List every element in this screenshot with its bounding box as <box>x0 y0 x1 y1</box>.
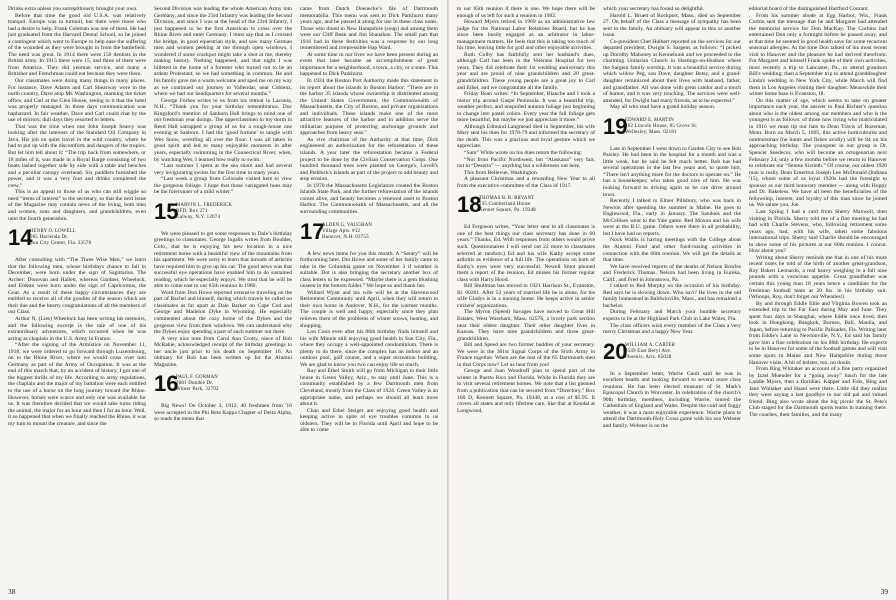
paragraph: Arthur N. (Lies) Wheelock has been writing his memoirs, and the following excerpt is the tale of one of his extraordinary adventures, which occurred when he was acting as chaplain in the U.S. Army in France. <box>8 315 146 342</box>
class-year-number: 19 <box>603 113 628 139</box>
paragraph: Ray and Ethel Smith will go from Michigan to their little house in Green Valley, Ariz., to stay until June. This is a community established by a few Dartmouth men from Cleveland, mostly from the Class of 1924. Green Valley is an appropriate name, and perhaps we should all learn more about it. <box>300 368 438 408</box>
right-page <box>449 0 896 600</box>
paragraph: Nock Wallis is having meetings with the College about the Alumni Fund and other fund-raising activities in connection with the 60th reunion. We will get the details at that time. <box>603 237 741 264</box>
paragraph: Bill Shullman has moved to 1921 Harrison St., Evanston, Ill. 60201. After 53 years of married life he is alone, for his wife Gladys is in a nursing home. He keeps active in senior citizens' organizations. <box>457 283 595 309</box>
address-line: Kennet Square, Pa. 19348 <box>479 208 536 214</box>
right-column-3 <box>749 6 887 578</box>
secretary-name: WILLIAM A. CARTER <box>625 342 676 348</box>
paragraph: “Last summer I spent at the sea shore and had several very invigorating swims for the first time in many years. <box>154 163 292 176</box>
paragraph: “Not from Pacific Northwest, but “Alaskana” very fair, not in “Deserto” — anything but a wilderness out here. <box>457 156 595 170</box>
class-entry-heading <box>457 194 595 220</box>
secretary-address <box>30 229 91 247</box>
address-line: Wellesley, Mass. 02181 <box>625 129 677 135</box>
paragraph: Writing about Sherry reminds me that in one of his more recent notes he told of the birth of another great-grandson, Roy Bakett Leonardo, a real heavy weighing in a full nine pounds with a voracious appetite. Great grandfather was certain this young man 18 years hence a candidate for the freshman football team at 20 lbs. in his birthday suit. (Whoops, Roy, don't forget our Wheaties!) <box>749 254 887 301</box>
paragraph: The Myron (Speed) Savages have moved to Great Hill Estates, West Wareham, Mass. 02576, a lovely park section near their oldest daughter. Their other daughter lives in Kansas. They have nine grandchildren and three great-grandchildren. <box>457 309 595 342</box>
paragraph: Drinks extra unless you surreptitiously brought your own. <box>8 6 138 12</box>
address-line: Hanover, N.H. 03755 <box>322 234 369 240</box>
secretary-address <box>176 203 232 221</box>
paragraph: Co-president Chet Hulbert reported on the services for our departed president, Dwight S. Sargent, as follows: “I picked up Dorothy Mahoney at Kennebunk and we proceeded to the charming Unitarian Church in Hastings-on-Hudson where the Sargent family worship. It was a beautiful service during which widow Peg, son Dave, daughter Betsy, and a grand-daughter reminisced about their lives with husband, father, and grandfather. All was done with great candor and a touch of humor, and it was very touching. The services were well-attended, for Dwight had many friends, as to be expected.” <box>603 38 741 104</box>
paragraph: Recently I talked to Elmer Pillsbury, who was back in Newton after spending the summer in Maine. He goes to Englewood, Fla., early in January. The Sandoes and the McCellises went to the Yale game. Red Moxon and his wife were at the B.U. game. Others were there in all probability, but I have had no reports. <box>603 198 741 237</box>
secretary-name: MARVIN L. FREDERICK <box>176 202 233 208</box>
paragraph: A pleasant Christmas and a rewarding New Year to all from the executive committee of the Class of 1917. <box>457 176 595 189</box>
paragraph: Ruth Colby has faithfully sent her husband's dues, although Carl has been in the Veterans Hospital for two years. They did celebrate their 1st wedding anniversary this year and are proud of nine grandchildren and 20 great-grandchildren. These young people are a great joy to Carl and Ethel, and we congratulate all the family. <box>457 51 595 91</box>
paragraph: After consulting with “The Three Wise Men,” we learn that the following men, whose birthdays chance to fall in December, were born under the sign of Sagittarius. The Archer: Donovan and Hallett, whereas Gardner, Wheelock, and Eldean were born under the sign of Capricornus, the Goat. As a result of these happy circumstances they are entitled to receive all of the goodies of the season which are their due and the hearty congratulations of all the members of our Class. <box>8 257 146 316</box>
address-line: 402 Lincoln House, 85 Grove St. <box>625 123 698 129</box>
paragraph: Last Spring I had a card from Sherry Maxwell, then visiting in Florida. Sherry told me of a fine meeting he had had with Charlie Stevens, who, following retirement some years ago, had, with his wife, taken some fabulous international trips. Sherry said Charlie should be encouraged to show some of his pictures at our 60th reunion. I concur. How about you? <box>749 208 887 255</box>
paragraph: Before that time the good old U.S.A. was relatively tranquil. Europe was in turmoil, but there were those who had a desire to help. Frank Coleman was one of them. He had just graduated from the Harvard Dental School, so he joined a contingent which went to Europe to help ease the suffering of the wounded as they were brought in from the battlefield. The need was great. In 1914 there were 150 dentists in the British army. In 1915 there were 15, and three of them were from America. They did yeoman service, and many a Britisher and Frenchman could eat because they were there. <box>8 12 146 78</box>
secretary-name: PAUL F. GORMAN <box>176 375 218 381</box>
paragraph: May all who read have a grand holiday season. <box>610 104 716 111</box>
paragraph: Howard Myers retired in 1969 as an administrative law judge for the National Labor Relations Board, but he has since been busily engaged as an arbitrator in labor-management matters. He feels that this is taking too much of his time, leaving little for golf and other enjoyable activities. <box>457 19 595 52</box>
paragraph: At some time in our lives we have been present during an event that later became an accomplishment of great importance for a neighborhood, a town, a city, or a state. This happened to Dick Parkhurst. <box>300 51 438 78</box>
paragraph: From Bing Whitaker an account of a fine party organized by Izzel Muender for a “going away” lunch for the late Laddie Myers, then a floridian. Kapper and Fido, Bing and Jane Whitaker and Hazel were there. Little did they realize they were saying a last goodbye to our old pal and valued friend. Bing also wrote about the big picnic the St. Pete's Club staged for the Dartmouth sports teams in training there. The coaches, their families, and the many <box>749 366 887 418</box>
paragraph: During February and March your humble secretary expects to be at the Highland Park Club in Lake Wales, Fla. <box>603 309 741 322</box>
paragraph: “Sam” White wrote on his dues return the following: <box>464 150 583 157</box>
paragraph: This from Bellevue, Washington. <box>464 169 539 176</box>
address-line: Galway, N.Y. 12074 <box>176 214 221 220</box>
paragraph: Our classmates were doing many things in many places. For instance, Dave Adams and Carl Shearway were in the north country, Dave atop Mt. Washington, manning the ticket office, and Carl at the Glen House, seeing to it that the hotel was properly managed. In those days communication was haphazard. In fair weather, Dave and Carl could chat by the use of mirrors; dull days they resorted to letters. <box>8 78 146 124</box>
class-year-number: 16 <box>154 371 179 397</box>
class-year-number: 15 <box>154 198 179 224</box>
address-line: RFD, Box 271 <box>176 208 208 214</box>
paragraph: Chan and Ethel Steiger are enjoying good health and keeping active in spite of eye troubles common to us oldsters. They will be in Florida until April and hope to be able to come <box>300 407 438 434</box>
class-entry-heading <box>300 218 438 247</box>
address-line: Phoenix, Ariz. 85028 <box>625 354 672 360</box>
paragraph: Ed Ferguson writes, “Your letter sent to all classmates is one of the best things our class secretary has done in 60 years.” Thanks, Ed. With responses from others would prove such. Questionnaires I will send out 22 more to classmates selected at random.) Ed and his wife Kathy accept some arthritis as evidence of a full life. The operations on both of Kathy's eyes were very successful. Newell Smot phoned them a report of the reunion. Ed misses his former regular class with Harry Hood. <box>457 224 595 283</box>
left-column-1 <box>8 6 146 578</box>
secretary-name: HENRY O. LOWELL <box>30 229 76 235</box>
paragraph: From his summer abode at Egg Harbor, Wis., Frank Corbin sent the message that he and Margaret had attended the memorial service for Don MacKay. The Corbins had entertained Don only a fortnight before he passed away, and at that time he seemed in good health save for some recurrent seasonal allergies. At the time Don talked of his most recent visit to Hanover and the pleasure he had derived therefrom. For Margaret and himself Frank spoke of their own activities, most recently a trip to Lancaster, Pa., to attend grandson Bill's wedding; then a September trip to attend granddaughter Linda's wedding in New York City, while March will find them in Los Angeles visiting their daughter. Meanwhile their winter home base is Evanston, Ill. <box>749 12 887 98</box>
address-line: Winter Park, 32792 <box>176 387 219 393</box>
class-year-number: 20 <box>603 338 628 364</box>
paragraph: This is an appeal to those of us who can still wiggle so need “items of interest” to the secretary, so that the next issue of the Magazine may contain news of the living, both men and women, sons and daughters, and grandchildren, even unto the fourth generation. <box>8 189 146 222</box>
page-number: 39 <box>880 587 888 596</box>
paragraph: That was the time when one John Joseph Searcy was looking after the interests of the Standard Oil Company in Java. His job on quiet travel in the wild country, where he had to put up with the discomforts and dangers of the tropics. But let him tell about it: “The trip back from somewhere, or 18 miles of it, was made in a Royal Barge consisting of two boats lashed together side by side with a table and benches and a peculiar canopy overhead. Six paddlers furnished the power, and it was a very foot and drinks completed the crew.” <box>8 123 146 189</box>
right-column-2 <box>603 6 741 578</box>
paragraph: In a September letter, Warrie Gault said he was in excellent health and looking forward to several more class reunions. He has been elected treasurer of St. Mark's Episcopal Church in Worcester. In celebration of the church's 90th birthday, members, including Warrie, toured the Cathedrals of England and Wales. Despite the cold and foggy weather, it was a most enjoyable experience. Warrie plans to attend the Dartmouth-Holy Cross game with his son Webster and family. Webster is on the <box>603 370 741 429</box>
class-entry-heading <box>603 338 741 367</box>
paragraph: In 1970 the Massachusetts Legislature created the Boston Islands State Park, and the further reforestation of the islands comes alive, and beauty becomes a renewed asset to Boston Harbor. The Commonwealth of Massachusetts, and all the surrounding communities. <box>300 182 438 215</box>
paragraph: In 1924 the Boston Port Authority made this statement in its report about the islands in Boston Harbor: “There are in the harbor 35 islands whose ownership is distributed among the United States Government, the Commonwealth of Massachusetts, the City of Boston, and private organizations and individuals. These islands make one of the most attractive features of the harbor and in addition serve the utilitarian purpose of protecting anchorage grounds and approaches from heavy seas.” <box>300 78 438 137</box>
paragraph: Willard Wyatt and his wife will be at the Havenwood Retirement Community until April, when they will return to their own home in Andover, N.H., for the warmer months. The couple is well and happy, especially since they plan relieves them of the problems of winter snows, heating, and shopping. <box>300 289 438 329</box>
paragraph: Late in September I went down to Garden City to see Bob Paisley. He had been in the hospital for a month and was a little weak, but he said he felt much better. Bob has had several operations in the last few years and, to quote him, “There isn't anything more for the doctors to operate on.” He has a housekeeper, who takes good care of him. He was looking forward to driving again so he can drive around town. <box>603 145 741 198</box>
class-entry-heading <box>603 113 741 142</box>
address-line: 905 Hacienda Dr. <box>30 235 69 241</box>
paragraph: A few news items for you this month. A “Sentry” will be forthcoming later. Dot Howe and some of her family came to take in the Columbia game on November 3 if weather is suitable. Dot is also bringing the secretary another box of class letters to be expressed. “Maybe there is a gem blushing unseen in the bottom folder.” We hope so and thank her. <box>300 250 438 290</box>
paragraph: which your secretary has found so delightful. <box>603 6 705 12</box>
paragraph: came from Dutch Doenecke’s file of Dartmouth memorabilia. This menu was sent to Dick Parkhurst many years ago, and he passed it along for use in these class notes. Those who dined in New Hampshire (soup) and among them were our Cliff Bean and Jim Shanahan. The small part that 1916 had in these festivities was a response by our long remembered and irrepressible Hap Ward. <box>300 6 438 52</box>
paragraph: Word from Don Howe reported extensive traveling on the part of Rachel and himself, during which travels he called on classmates as far apart as Dale Barker on Cape Cod and George and Madelon Dyke in Wyoming. He especially commented about the cozy home of the Dykes and the gorgeous view from their windows. We can understand why the Dykes enjoy spending a part of each summer out there. <box>154 289 292 336</box>
class-year-number: 18 <box>457 192 482 218</box>
address-line: 2081 Dundee Dr. <box>176 381 214 387</box>
secretary-name: ALDEN G. VAUGHAN <box>322 222 373 228</box>
secretary-address <box>625 343 675 361</box>
secretary-address <box>176 375 219 393</box>
paragraph: Big News! On October 3, 1912, 40 freshmen from '16 were accepted in the Phi Beta Kappa Chapter of Delta Alpha, so reads the menu that <box>154 403 292 423</box>
paragraph: Friday Bean writes: “In September, Blanche and I took a motor trip around Gaspé Peninsula. It was a beautiful trip, weather perfect, and unspoiled autumn foliage just beginning to change into pastel colors. Every year the fall foliage gets more beautiful, but maybe we just appreciate it more.” <box>457 91 595 124</box>
paragraph: to our 65th reunion if there is one. We hope there will be enough of us left for such a reunion in 1982. <box>457 6 595 19</box>
paragraph: Although Edmund Langmead died in September, his wife Mary sent his dues for 1978-79 and informed the secretary of the death. This was a gracious and loyal gesture which we appreciate. <box>457 123 595 150</box>
secretary-address <box>479 196 536 214</box>
paragraph: George and Joan Woodruff plan to spend part of the winter in Puerto Rico and Florida. While in Florida they are to visit several retirement homes. We note that a list gleaned from a publication that can be secured from “Directory,” Box 160 D, Kennett Square, Pa. 19348, at a cost of $5.95. It covers all states and only lifetime care, like that at Kendal at Longwood, <box>457 368 595 414</box>
left-column-2 <box>154 6 292 578</box>
left-column-3 <box>300 6 438 578</box>
address-line: 235 Cumberland House <box>479 202 531 208</box>
paragraph: By and through Eddie Ellie and Virginia Bowen took an extended trip to the Far East during May and June. They spent four days in Shanghai, where Eddie once lived, then took in Hongkong, Bangkok, Borneo, Bali, Manila, and Japan, before returning to Pacific Palisades, Fla. Writing later from Eddie's Lane in Newtonville, N.Y., Ed said his family gave him a fine celebration on his 80th birthday. He expects to be in Hanover for some of the football games and will visit some spots in Maine and New Hampshire during those Hanover visits. A bit of bolster, too, no doubt. <box>749 300 887 366</box>
right-column-1 <box>457 6 595 578</box>
secretary-address <box>625 118 697 136</box>
paragraph: We have received reports of the deaths of Nelson Bowles and Frederick Thomas. Nelson had been living in Eureka, Calif., and Fred in Johnstown, Pa. <box>603 263 741 283</box>
paragraph: Harold L. Bruett of Rockport, Mass., died on September 27. On behalf of the Class a message of sympathy has been sent to the family. An obituary will appear in this or another issue. <box>603 12 741 39</box>
paragraph: As vice chairman of the Authority at that time, Dick engineered an authorization for the reforestation of these islands. A year later the reforestation became a Federal project to be done by the Civilian Conservation Corps. One hundred thousand trees were planted on George's, Lovell's and Peddock's Islands as part of the project to add beauty and stop erosion. <box>300 136 438 183</box>
address-line: Sun City Center, Fla. 33570 <box>30 241 92 247</box>
class-year-number: 14 <box>8 225 33 251</box>
paragraph: I talked to Red Murphy on the occasion of his birthday. Red says he is slowing down. Who isn't? He lives in the old family homestead in Baldwinville, Mass., and has remained a bachelor. <box>603 283 741 309</box>
class-year-number: 17 <box>300 218 325 244</box>
left-page <box>0 0 447 600</box>
address-line: 2549 East Beryl Ave. <box>625 348 672 354</box>
paragraph: George Forbes writes to us from his retreat in Laconia, N.H.: “Thank you for your birthday remembrance. Doc Kingsford’s mention of Sanborn Hall brings to mind one of our freshman year doings. The upperclassmen in my dorm in Reed Hall satrapped a group of us for a rough-house one evening at Sanborn. I had the ‘good fortune’ to tangle with Wes Snow, wrestling all over the floor. I was all taken in good spirit and led to many enjoyable moments in after years, especially swimming in the Connecticut River, when, by watching Wes, I learned how really to swim. <box>154 97 292 163</box>
class-entry-heading <box>154 373 292 399</box>
paragraph: editorial board of the distinguished Hartford Courant. <box>749 6 869 12</box>
paragraph: Bill and Speed are two former buddies of your secretary. We were in the 301st Signal Corps of the Sixth Army in France together. When are the rest of the 65 Dartmouth men in that Corps now? Let us hear from you! <box>457 342 595 368</box>
paragraph: “Last week a group from Colorado visited here to view the gorgeous foliage. I hope that those variegated hues may be the forerunner of a mild winter.” <box>154 176 292 196</box>
secretary-name: EDWARD E. MARTIN <box>625 117 674 123</box>
paragraph: We were pleased to get some responses to Dale’s birthday greetings to classmates. George Ingalls writes from Boulder, Colo., that he is enjoying his new location in a nice retirement home with a beautiful view of the mountains from his apartment. We were sorry to learn that inroads of arthritis have required him to give up his car. The good news was that successful eye operations have enabled him to do sustained reading, which he especially enjoys. We trust that he will be able to come east to our 65th reunion in 1980. <box>154 230 292 290</box>
class-entry-heading <box>154 198 292 227</box>
secretary-address <box>322 223 372 241</box>
paragraph: “After the signing of the Armistice on November 11, 1918, we were ordered to go forward through Luxembourg, on to the Rhine River, where we would cross over into Germany as part of the Army of Occupation. It was at the end of this march that, by an accident of history, I got one of the biggest thrills of my life. According to army regulations, the chaplain and the major of my battalion were each entitled to the use of a horse on the long journey toward the Rhine. However, horses were scarce and only one was available for us. It was therefore decided that we would take turns riding the animal, the major for an hour and then I for an hour. Well, it so happened that when we finally reached the Rhine, it was my turn to mount the creature, and since the <box>8 342 146 427</box>
class-entry-heading <box>8 227 146 253</box>
paragraph: A very nice note from Carol Ann Crotty, niece of Bob McRabie, acknowledged receipt of the birthday greetings to her uncle just prior to his death on September 16. An obituary for Bob has been written up for the Alumni Magazine. <box>154 335 292 368</box>
paragraph: Lon Coon even after his 86th birthday finds himself and his wife Minnie still enjoying good health in Sun City, Fla., where they occupy a well-appointed condominium. There is plenty to do there, since the complex has an indoor and an outdoor pool, golf course, and a super recreation building. We are glad to know you two can enjoy life so much. <box>300 329 438 368</box>
secretary-name: THOMAS B. R. BRYANT <box>479 196 535 202</box>
page-number: 38 <box>8 587 16 596</box>
address-line: Village Apts. #12 <box>322 228 361 234</box>
paragraph: On this matter of age, which seems to take on greater importance each year, the answer to Paul Richter's question about who is the oldest among our members and who is the youngest is as follows: of those now living who matriculated in 1916 we must tip our hats to Dean Travis of Bozeman, Mont. Born on March 5, 1895, this active horticulturist and outdoorsman (he hunts and fishes avidly) will be 84 on his approaching birthday. The youngster in our group is Dr. Spencer Snedecor, who will become an octogenarian next February 24, only a few months before we return to Hanover to celebrate our “Serene Sixtieth.” Of course, our oldest 1920 man is really Dean Emeritus Joseph Lee McDonald (Indiana '15), whom some of us loyal 1920s had the foresight to sponsor as our third honorary member — along with Hoppy and Dr. Bakeless. We have all been the beneficiaries of the fellowship, interest, and loyalty of this man since he joined us. We salute you, Joe. <box>749 97 887 209</box>
paragraph: The class officers wish every member of the Class a very merry Christmas and a happy New Year. <box>603 322 741 336</box>
paragraph: Second Division was leading the whole American Army into Germany, and since the 23rd Infantry was leading the Second Division, and since I was at the head of the 23rd Infantry, I just happened to be the first American to cross over the Rhine River and enter Germany. I must say that as I crossed the bridge, in good equestrian style, and saw many German men and women peeking at me through open windows, I wondered if some crackpot might take a shot at me, thereby making history. Nothing happened, and that night I was billeted in the home of a forester who turned out to be an ardent Protestant, so we had something in common. He and his family gave me a warm welcome and sped me on my way as we continued our journey to Vallendar, near Coblenz, where we had our headquarters for several months.” <box>154 6 292 98</box>
